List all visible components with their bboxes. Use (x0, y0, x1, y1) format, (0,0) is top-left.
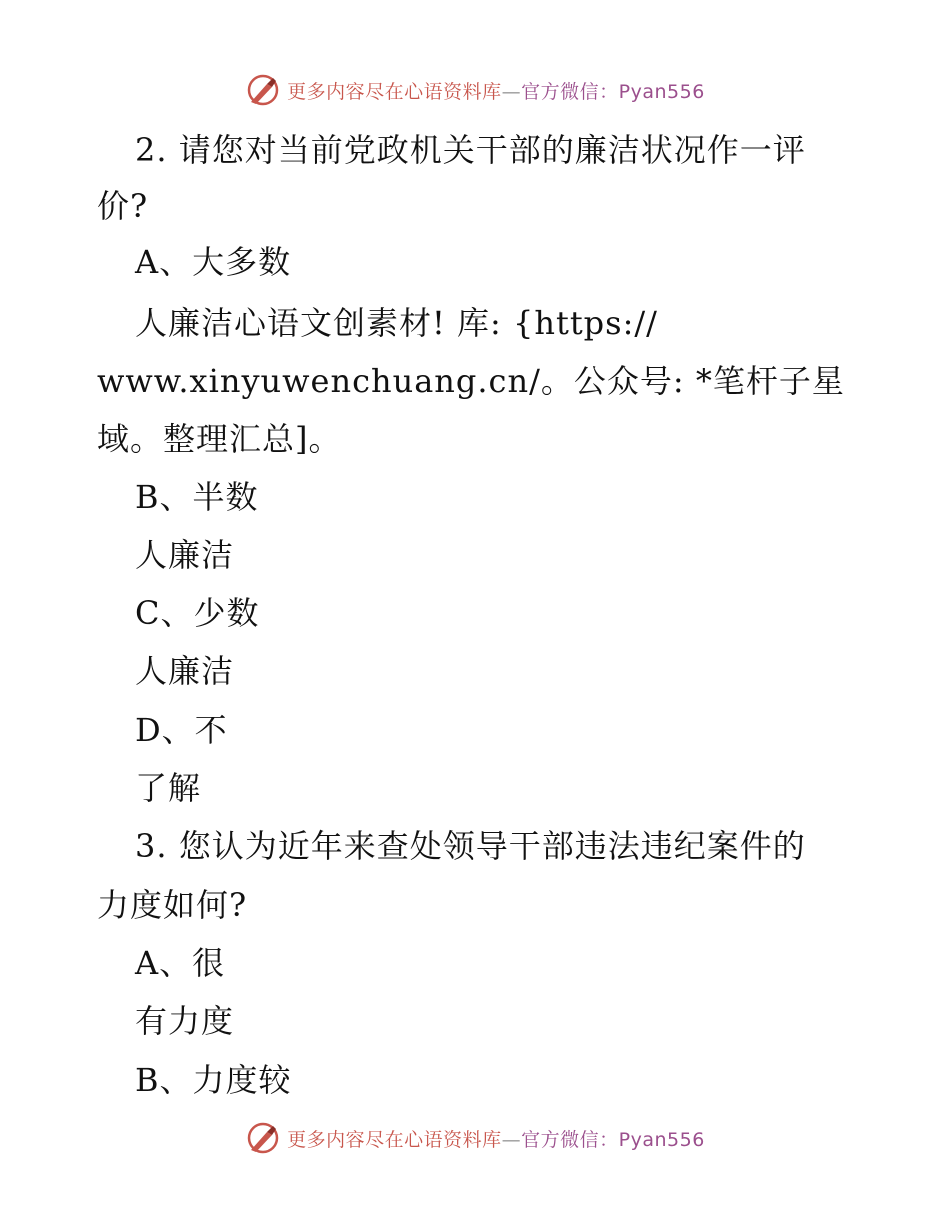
q3-option-a-label: A、很 (135, 944, 226, 982)
header-main-text: 更多内容尽在心语资料库 (287, 80, 502, 103)
option-a-text-end: 域。整理汇总]。 (97, 420, 342, 458)
option-c-text: 人廉洁 (135, 652, 235, 690)
footer-text (287, 1125, 705, 1152)
option-d-text: 了解 (135, 769, 202, 807)
header-dash: — (501, 80, 522, 103)
option-c-label: C、少数 (135, 594, 260, 632)
option-d-label: D、不 (135, 711, 228, 749)
question-2: 2. 请您对当前党政机关干部的廉洁状况作一评 (135, 131, 806, 169)
footer-banner (0, 1118, 950, 1158)
header-wechat: 官方微信：Pyan556 (521, 80, 705, 103)
question-2-continued: 价? (97, 187, 149, 225)
option-b-label: B、半数 (135, 478, 259, 516)
q3-option-a-text: 有力度 (135, 1002, 235, 1040)
pen-logo-icon (245, 72, 281, 108)
header-banner (0, 70, 950, 110)
header-text (287, 77, 705, 104)
footer-main-text: 更多内容尽在心语资料库 (287, 1128, 502, 1151)
pen-logo-icon (245, 1120, 281, 1156)
q3-option-b-label: B、力度较 (135, 1061, 292, 1099)
footer-dash: — (501, 1128, 522, 1151)
option-b-text: 人廉洁 (135, 536, 235, 574)
footer-wechat: 官方微信：Pyan556 (521, 1128, 705, 1151)
question-3: 3. 您认为近年来查处领导干部违法违纪案件的 (135, 827, 806, 865)
option-a-text-continued: www.xinyuwenchuang.cn/。公众号: *笔杆子星 (97, 362, 845, 400)
question-3-continued: 力度如何? (97, 886, 248, 924)
option-a-label: A、大多数 (135, 243, 292, 281)
option-a-text: 人廉洁心语文创素材! 库: {https:// (135, 304, 658, 342)
